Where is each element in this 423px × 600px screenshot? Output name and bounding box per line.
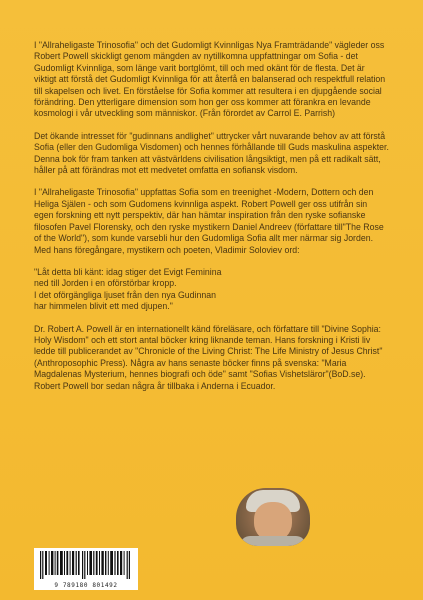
poem-quote bbox=[34, 267, 389, 313]
interest-paragraph: Det ökande intresset för "gudinnans andlighet" uttrycker vårt nuvarande behov av att förstå Sofia (eller den Gudomliga Visdomen) och hennes förhållande till Guds maskulina aspekter. Denna bok för fram tanken att västvärldens civilisation långsiktigt, men på ett radikalt sätt, håller på att förändras mot ett medvetet omfatta en sofiansk visdom. bbox=[34, 130, 389, 176]
poem-line: har himmelen blivit ett med djupen." bbox=[34, 301, 173, 312]
author-bio: Dr. Robert A. Powell är en internationellt känd föreläsare, och författare till "Divine Sophia: Holy Wisdom" och ett stort antal böcker kring liknande teman. Hans forskning i Kristi liv ledde till publicerandet av "Chronicle of the Living Christ: The Life Ministry of Jesus Christ" (Anthroposophic Press). Några av hans senaste böcker finns på svenska: "Maria Magdalenas Mysterium, hennes biografi och öde" samt "Sofias Vishetsläror"(BoD.se). Robert Powell bor sedan några år tillbaka i Anderna i Ecuador. bbox=[34, 323, 383, 391]
intro-paragraph: I "Allraheligaste Trinosofia" och det Gudomligt Kvinnligas Nya Framträdande" vägleder oss Robert Powell skickligt genom mängden av nytillkomna uppfattningar om Sofia - det Gudomligt Kvinnliga, som länge varit bortglömt, till och med okänt för de flesta. Det är viktigt att förstå det Gudomligt Kvinnliga för att återfå en balanserad och respektfull relation till skapelsen och livet. En förståelse för Sofia kommer att resultera i en djupgående social förändring. Den ytterligare dimension som hon ger oss kommer att förankra en levande kosmologi i vår utveckling som människor. (Från förordet av Carrol E. Parrish) bbox=[34, 40, 386, 119]
trinosofia-paragraph: I "Allraheligaste Trinosofia" uppfattas Sofia som en treenighet -Modern, Dottern och den Heliga Själen - och som Gudomens kvinnliga aspekt. Robert Powell ger oss utifrån sin egen forskning ett nytt perspektiv, där han hämtar inspiration från den ryske sofianske filosofen Pavel Florensky, och den ryske mystikern Daniel Andreev (författare till"The Rose of the World"), som kunde varsebli hur den Gudomliga Sofia allt mer närmar sig Jorden. Med hans föregångare, mystikern och poeten, Vladimir Soloviev ord: bbox=[34, 187, 384, 255]
poem-line: "Låt detta bli känt: idag stiger det Evigt Feminina bbox=[34, 266, 222, 277]
barcode-bars bbox=[40, 551, 132, 579]
author-photo bbox=[236, 488, 310, 546]
isbn-barcode bbox=[34, 548, 138, 590]
isbn-digits: 9 789180 801492 bbox=[54, 582, 118, 589]
poem-line: ned till Jorden i en oförstörbar kropp. bbox=[34, 278, 177, 289]
poem-line: I det oförgängliga ljuset från den nya Gudinnan bbox=[34, 289, 216, 300]
cover-text bbox=[34, 40, 389, 403]
